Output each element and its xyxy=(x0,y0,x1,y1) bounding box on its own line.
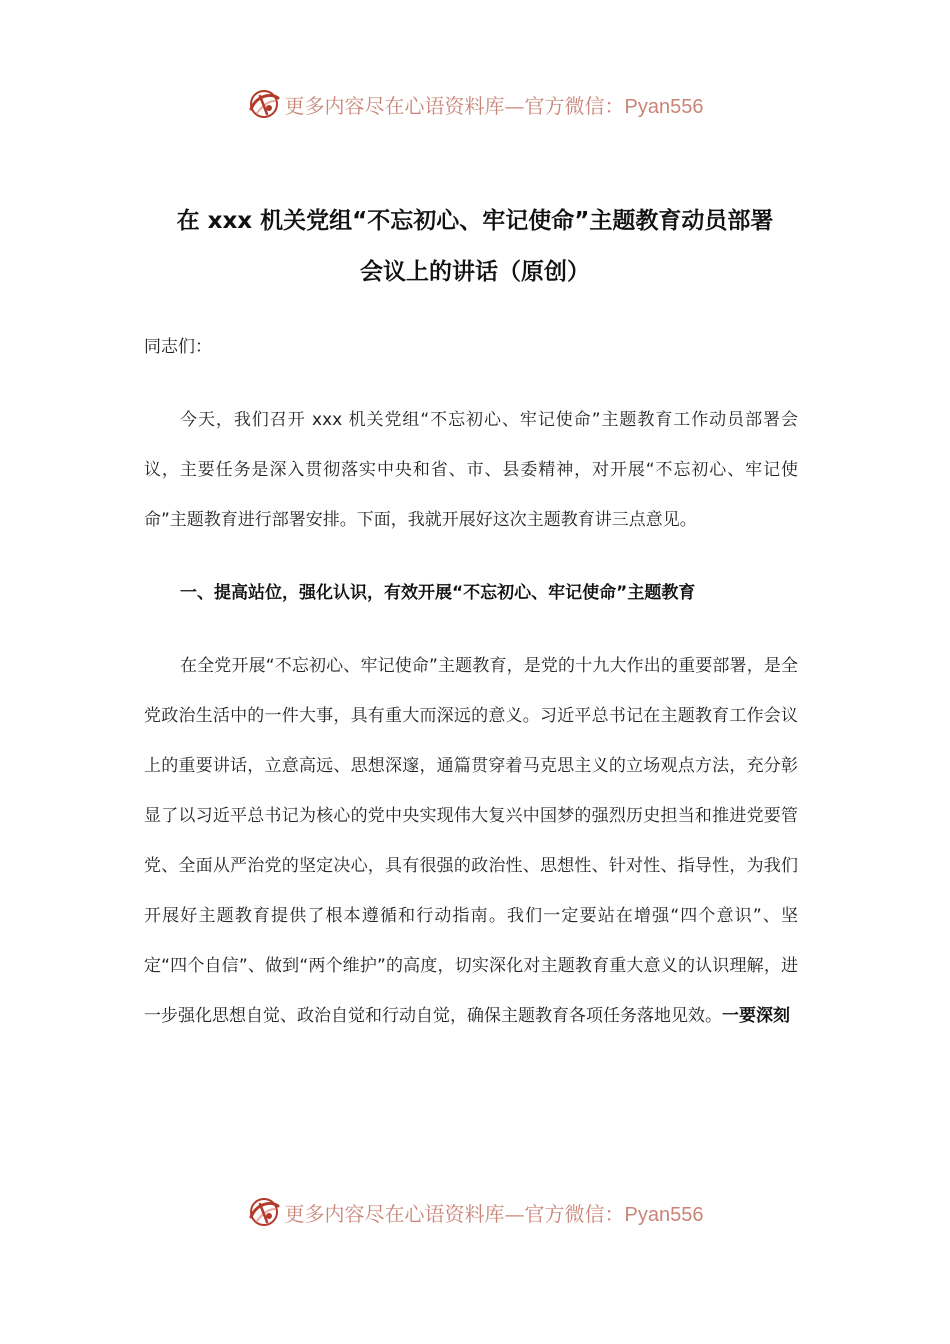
title-line-1: 在 xxx 机关党组“不忘初心、牢记使命”主题教育动员部署 xyxy=(176,208,774,234)
logo-icon xyxy=(247,1195,281,1229)
section-1-paragraph xyxy=(144,641,798,1041)
section-1-heading: 一、提高站位，强化认识，有效开展“不忘初心、牢记使命”主题教育 xyxy=(180,583,696,603)
header-banner xyxy=(0,82,950,126)
greeting: 同志们： xyxy=(144,337,212,357)
title-line-2: 会议上的讲话（原创） xyxy=(360,259,590,285)
footer-banner-text xyxy=(285,1198,704,1227)
header-banner-label: 更多内容尽在心语资料库—官方微信： xyxy=(284,93,625,118)
footer-banner-label: 更多内容尽在心语资料库—官方微信： xyxy=(284,1201,625,1226)
section-1-body: 在全党开展“不忘初心、牢记使命”主题教育，是党的十九大作出的重要部署，是全党政治生活中的一件大事，具有重大而深远的意义。习近平总书记在主题教育工作会议上的重要讲话，立意高远、思想深邃，通篇贯穿着马克思主义的立场观点方法，充分彰显了以习近平总书记为核心的党中央实现伟大复兴中国梦的强烈历史担当和推进党要管党、全面从严治党的坚定决心，具有很强的政治性、思想性、针对性、指导性，为我们开展好主题教育提供了根本遵循和行动指南。我们一定要站在增强“四个意识”、坚定“四个自信”、做到“两个维护”的高度，切实深化对主题教育重大意义的认识理解，进一步强化思想自觉、政治自觉和行动自觉，确保主题教育各项任务落地见效。 xyxy=(144,656,798,1026)
logo-icon xyxy=(247,87,281,121)
header-banner-text xyxy=(285,90,704,119)
document-title xyxy=(130,196,820,298)
intro-paragraph: 今天，我们召开 xxx 机关党组“不忘初心、牢记使命”主题教育工作动员部署会议，主要任务是深入贯彻落实中央和省、市、县委精神，对开展“不忘初心、牢记使命”主题教育进行部署安排。下面，我就开展好这次主题教育讲三点意见。 xyxy=(144,410,798,530)
document-body xyxy=(144,322,798,1064)
header-banner-wechat-id: Pyan556 xyxy=(624,95,704,118)
section-1-bold-tail: 一要深刻 xyxy=(722,1006,790,1026)
footer-banner-wechat-id: Pyan556 xyxy=(624,1203,704,1226)
footer-banner xyxy=(0,1190,950,1234)
